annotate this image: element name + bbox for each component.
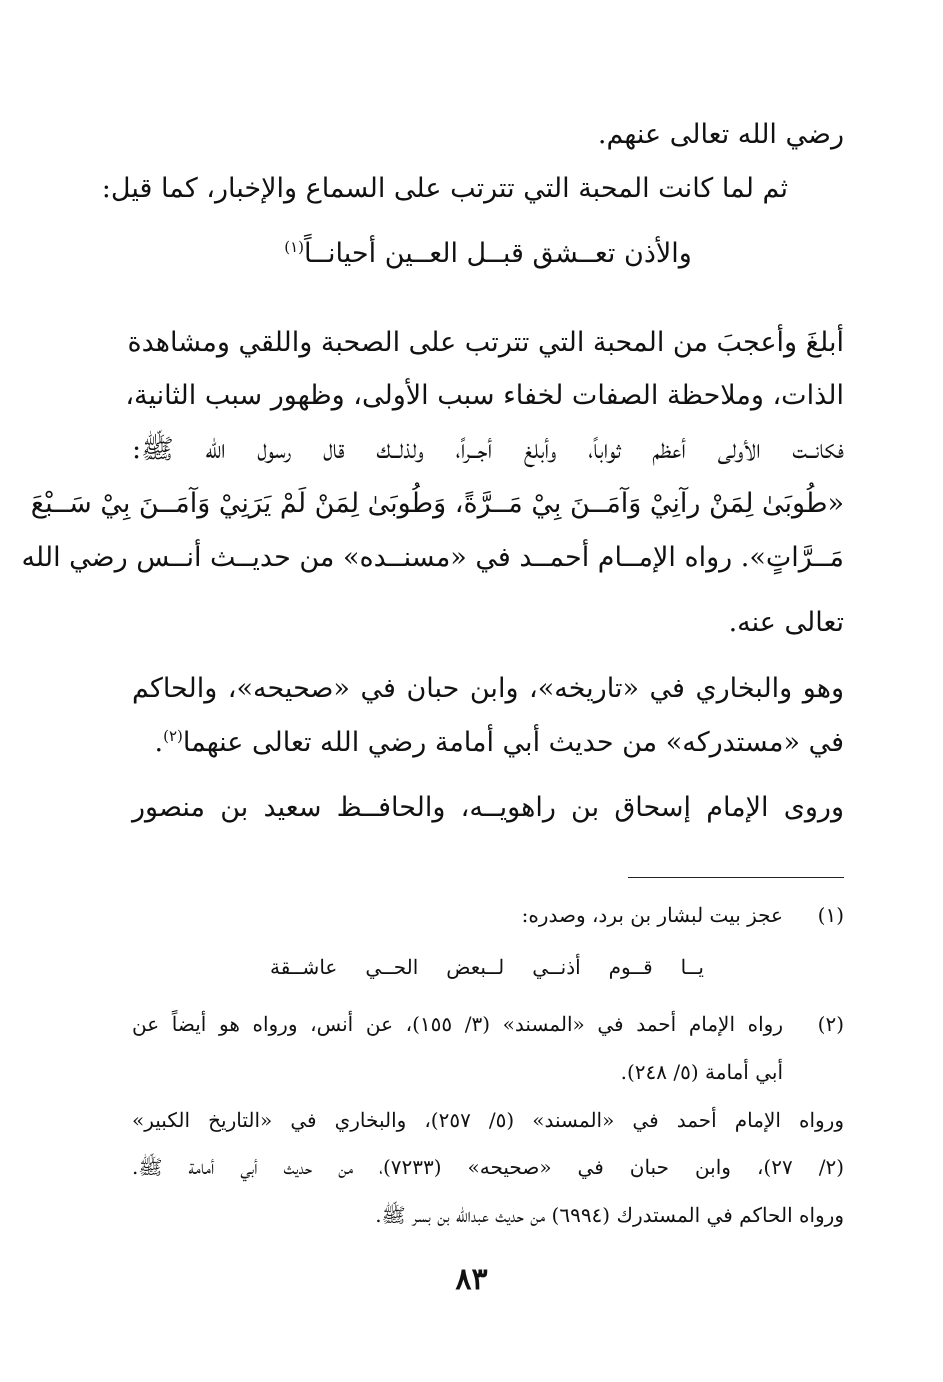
page-number: ٨٣: [455, 1262, 488, 1297]
text-line-8: مَــرَّاتٍ». رواه الإمــام أحمــد في «مسنــده» من حديــث أنــس رضي الله: [21, 542, 844, 573]
footnote-1-text: عجز بيت لبشار بن برد، وصدره:: [521, 903, 783, 927]
footnote-1-verse: يــا قــوم أذنــي لــبعض الحــي عاشــقة: [270, 955, 704, 979]
footnote-2-line-4: (٢/ ٢٧)، وابن حبان في «صحيحه» (٧٢٣٣)، من حديث أبي أمامة ﷺ.: [132, 1155, 845, 1179]
footnote-1-number: (١): [817, 903, 844, 927]
verse-text: والأذن تعــشق قبــل العــين أحيانــاً: [303, 238, 692, 269]
text-line-6: فكانــت الأولى أعظم ثواباً، وأبلغ أجــراً، ولذلــك قال رسول الله ﷺ:: [132, 434, 844, 465]
footnote-2-line-2: أبي أمامة (٥/ ٢٤٨).: [620, 1060, 783, 1084]
text-line-2: ثم لما كانت المحبة التي تترتب على السماع والإخبار، كما قيل:: [101, 173, 788, 204]
footnote-2-number: (٢): [817, 1012, 844, 1036]
text-line-10: وهو والبخاري في «تاريخه»، وابن حبان في «صحيحه»، والحاكم: [132, 673, 844, 704]
footnote-ref-2: (٢): [163, 727, 183, 745]
text-line-4: أبلغَ وأعجبَ من المحبة التي تترتب على الصحبة واللقي ومشاهدة: [127, 327, 844, 358]
main-text: [21, 0, 844, 850]
verse-line: [132, 238, 844, 269]
text-line-9: تعالى عنه.: [728, 607, 844, 638]
footnote-2-line-3: ورواه الإمام أحمد في «المسند» (٥/ ٢٥٧)، والبخاري في «التاريخ الكبير»: [132, 1108, 844, 1132]
footnote-2-line-5: ورواه الحاكم في المستدرك (٦٩٩٤) من حديث عبدالله بن بسر ﷺ.: [375, 1203, 844, 1227]
text-line-11-main: في «مستدركه» من حديث أبي أمامة رضي الله تعالى عنهما: [182, 727, 844, 758]
text-line-1: رضي الله تعالى عنهم.: [597, 119, 844, 150]
text-line-12: وروى الإمام إسحاق بن راهويــه، والحافــظ سعيد بن منصور: [132, 792, 844, 823]
text-line-11: [154, 716, 844, 770]
footnote-2-line-1: رواه الإمام أحمد في «المسند» (٣/ ١٥٥)، عن أنس، ورواه هو أيضاً عن: [132, 1012, 783, 1036]
text-line-11-end: .: [154, 727, 164, 758]
footnote-separator: [628, 877, 844, 878]
text-line-7: «طُوبَىٰ لِمَنْ رآنِيْ وَآمَــنَ بِيْ مَــرَّةً، وَطُوبَىٰ لِمَنْ لَمْ يَرَنِيْ وَآمَــنَ بِيْ سَــبْعَ: [30, 488, 844, 519]
text-line-5: الذات، وملاحظة الصفات لخفاء سبب الأولى، وظهور سبب الثانية،: [125, 380, 844, 411]
footnote-ref-1: (١): [284, 238, 304, 256]
